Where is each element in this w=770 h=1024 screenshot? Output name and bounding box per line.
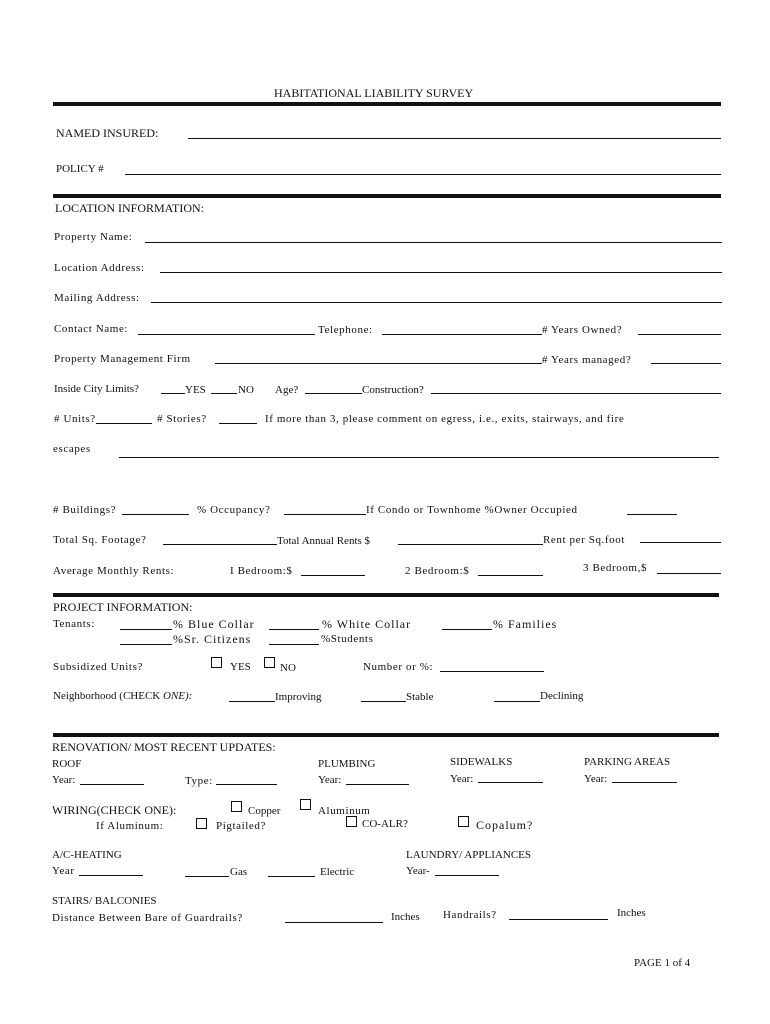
bed1-label: I Bedroom:$ [230, 565, 293, 577]
improving-field[interactable] [229, 701, 275, 702]
sq-footage-label: Total Sq. Footage? [53, 534, 147, 546]
stories-field[interactable] [219, 423, 257, 424]
sidewalks-year-label: Year: [450, 773, 474, 785]
distance-inches-label: Inches [391, 911, 420, 923]
mgmt-firm-label: Property Management Firm [54, 353, 191, 365]
escapes-label: escapes [53, 443, 91, 455]
construction-field[interactable] [431, 393, 721, 394]
rent-sqft-field[interactable] [640, 542, 721, 543]
improving-label: Improving [275, 691, 322, 703]
blue-collar-label: % Blue Collar [173, 617, 255, 631]
roof-type-label: Type: [185, 775, 213, 787]
years-managed-label: # Years managed? [542, 354, 632, 366]
occupancy-label: % Occupancy? [197, 504, 271, 516]
condo-label: If Condo or Townhome %Owner Occupied [366, 504, 578, 516]
years-owned-field[interactable] [638, 334, 721, 335]
annual-rents-field[interactable] [398, 544, 543, 545]
stories-label: # Stories? [157, 413, 207, 425]
stable-field[interactable] [361, 701, 406, 702]
roof-year-field[interactable] [80, 784, 144, 785]
parking-year-label: Year: [584, 773, 608, 785]
project-divider [53, 593, 719, 597]
inside-city-yes: YES [185, 384, 206, 396]
rent-sqft-label: Rent per Sq.foot [543, 534, 626, 546]
stable-label: Stable [406, 691, 434, 703]
mgmt-firm-field[interactable] [215, 363, 542, 364]
parking-year-field[interactable] [612, 782, 677, 783]
escapes-field[interactable] [119, 457, 719, 458]
copper-checkbox[interactable] [231, 801, 242, 812]
policy-label: POLICY # [56, 163, 104, 175]
inside-city-no-blank[interactable] [211, 393, 237, 394]
page-number: PAGE 1 of 4 [634, 957, 691, 969]
copper-label: Copper [248, 805, 281, 817]
inside-city-no: NO [238, 384, 254, 396]
roof-label: ROOF [52, 758, 82, 770]
co-alr-label: CO-ALR? [362, 818, 408, 830]
declining-label: Declining [540, 690, 584, 702]
white-collar-label: % White Collar [322, 617, 412, 631]
families-label: % Families [493, 617, 558, 631]
sidewalks-year-field[interactable] [478, 782, 543, 783]
occupancy-field[interactable] [284, 514, 366, 515]
neighborhood-one: ONE): [163, 690, 193, 702]
bed2-label: 2 Bedroom:$ [405, 565, 470, 577]
sq-footage-field[interactable] [163, 544, 277, 545]
subsidized-no-label: NO [280, 662, 296, 674]
distance-field[interactable] [285, 922, 383, 923]
co-alr-checkbox[interactable] [346, 816, 357, 827]
buildings-field[interactable] [122, 514, 189, 515]
pigtailed-checkbox[interactable] [196, 818, 207, 829]
neighborhood-label [53, 690, 192, 702]
laundry-year-field[interactable] [435, 875, 499, 876]
aluminum-label: Aluminum [318, 805, 371, 817]
subsidized-label: Subsidized Units? [53, 661, 143, 673]
renovation-divider [53, 733, 719, 737]
gas-label: Gas [230, 866, 248, 878]
avg-rents-label: Average Monthly Rents: [53, 565, 175, 577]
pigtailed-label: Pigtailed? [216, 820, 266, 832]
aluminum-checkbox[interactable] [300, 799, 311, 810]
plumbing-year-label: Year: [318, 774, 342, 786]
egress-note: If more than 3, please comment on egress, i.e., exits, stairways, and fire [265, 413, 625, 425]
declining-field[interactable] [494, 701, 540, 702]
property-name-field[interactable] [145, 242, 722, 243]
ac-year-label: Year [52, 865, 75, 877]
sr-citizens-label: %Sr. Citizens [173, 632, 252, 646]
units-label: # Units? [54, 413, 96, 425]
renovation-header: RENOVATION/ MOST RECENT UPDATES: [52, 740, 276, 754]
subsidized-no-checkbox[interactable] [264, 657, 275, 668]
sidewalks-label: SIDEWALKS [450, 756, 513, 768]
blue-collar-field[interactable] [120, 629, 172, 630]
number-pct-label: Number or %: [363, 661, 434, 673]
age-field[interactable] [305, 393, 362, 394]
condo-field[interactable] [627, 514, 677, 515]
electric-field[interactable] [268, 876, 315, 877]
location-address-label: Location Address: [54, 262, 145, 274]
construction-label: Construction? [362, 384, 424, 396]
plumbing-label: PLUMBING [318, 758, 376, 770]
laundry-label: LAUNDRY/ APPLIANCES [406, 849, 531, 861]
students-label: %Students [321, 633, 374, 645]
number-pct-field[interactable] [440, 671, 544, 672]
if-aluminum-label: If Aluminum: [96, 820, 164, 832]
annual-rents-label: Total Annual Rents $ [277, 535, 371, 547]
students-field[interactable] [269, 644, 319, 645]
years-managed-field[interactable] [651, 363, 721, 364]
project-header: PROJECT INFORMATION: [53, 600, 193, 614]
subsidized-yes-label: YES [230, 661, 251, 673]
ac-year-field[interactable] [79, 875, 143, 876]
copalum-label: Copalum? [476, 818, 534, 832]
white-collar-field[interactable] [269, 629, 319, 630]
ac-heating-label: A/C-HEATING [52, 849, 122, 861]
contact-name-field[interactable] [138, 334, 315, 335]
neighborhood-text: Neighborhood (CHECK [53, 690, 161, 702]
bed3-field[interactable] [657, 573, 721, 574]
bed2-field[interactable] [478, 575, 543, 576]
stairs-label: STAIRS/ BALCONIES [52, 895, 157, 907]
location-address-field[interactable] [160, 272, 722, 273]
named-insured-label: NAMED INSURED: [56, 126, 159, 140]
plumbing-year-field[interactable] [346, 784, 409, 785]
inside-city-yes-blank[interactable] [161, 393, 185, 394]
page-title: HABITATIONAL LIABILITY SURVEY [274, 86, 474, 100]
sr-citizens-field[interactable] [120, 644, 172, 645]
bed1-field[interactable] [301, 575, 365, 576]
age-label: Age? [275, 384, 299, 396]
units-field[interactable] [96, 423, 152, 424]
named-insured-field[interactable] [188, 138, 721, 139]
policy-field[interactable] [125, 174, 721, 175]
title-divider [53, 102, 721, 106]
parking-label: PARKING AREAS [584, 756, 671, 768]
subsidized-yes-checkbox[interactable] [211, 657, 222, 668]
bed3-label: 3 Bedroom,$ [583, 562, 648, 574]
handrails-inches-label: Inches [617, 907, 646, 919]
handrails-label: Handrails? [443, 909, 497, 921]
roof-type-field[interactable] [216, 784, 277, 785]
contact-name-label: Contact Name: [54, 323, 129, 335]
location-header: LOCATION INFORMATION: [55, 201, 204, 215]
telephone-field[interactable] [382, 334, 542, 335]
tenants-label: Tenants: [53, 618, 95, 630]
telephone-label: Telephone: [318, 324, 373, 336]
property-name-label: Property Name: [54, 231, 133, 243]
roof-year-label: Year: [52, 774, 76, 786]
copalum-checkbox[interactable] [458, 816, 469, 827]
gas-field[interactable] [185, 876, 229, 877]
wiring-label: WIRING(CHECK ONE): [52, 803, 177, 817]
location-divider [53, 194, 721, 198]
buildings-label: # Buildings? [53, 504, 117, 516]
laundry-year-label: Year- [406, 865, 430, 877]
mailing-address-field[interactable] [151, 302, 722, 303]
inside-city-label: Inside City Limits? [54, 383, 139, 395]
families-field[interactable] [442, 629, 492, 630]
handrails-field[interactable] [509, 919, 608, 920]
years-owned-label: # Years Owned? [542, 324, 623, 336]
distance-label: Distance Between Bare of Guardrails? [52, 912, 243, 924]
electric-label: Electric [320, 866, 355, 878]
mailing-address-label: Mailing Address: [54, 292, 140, 304]
